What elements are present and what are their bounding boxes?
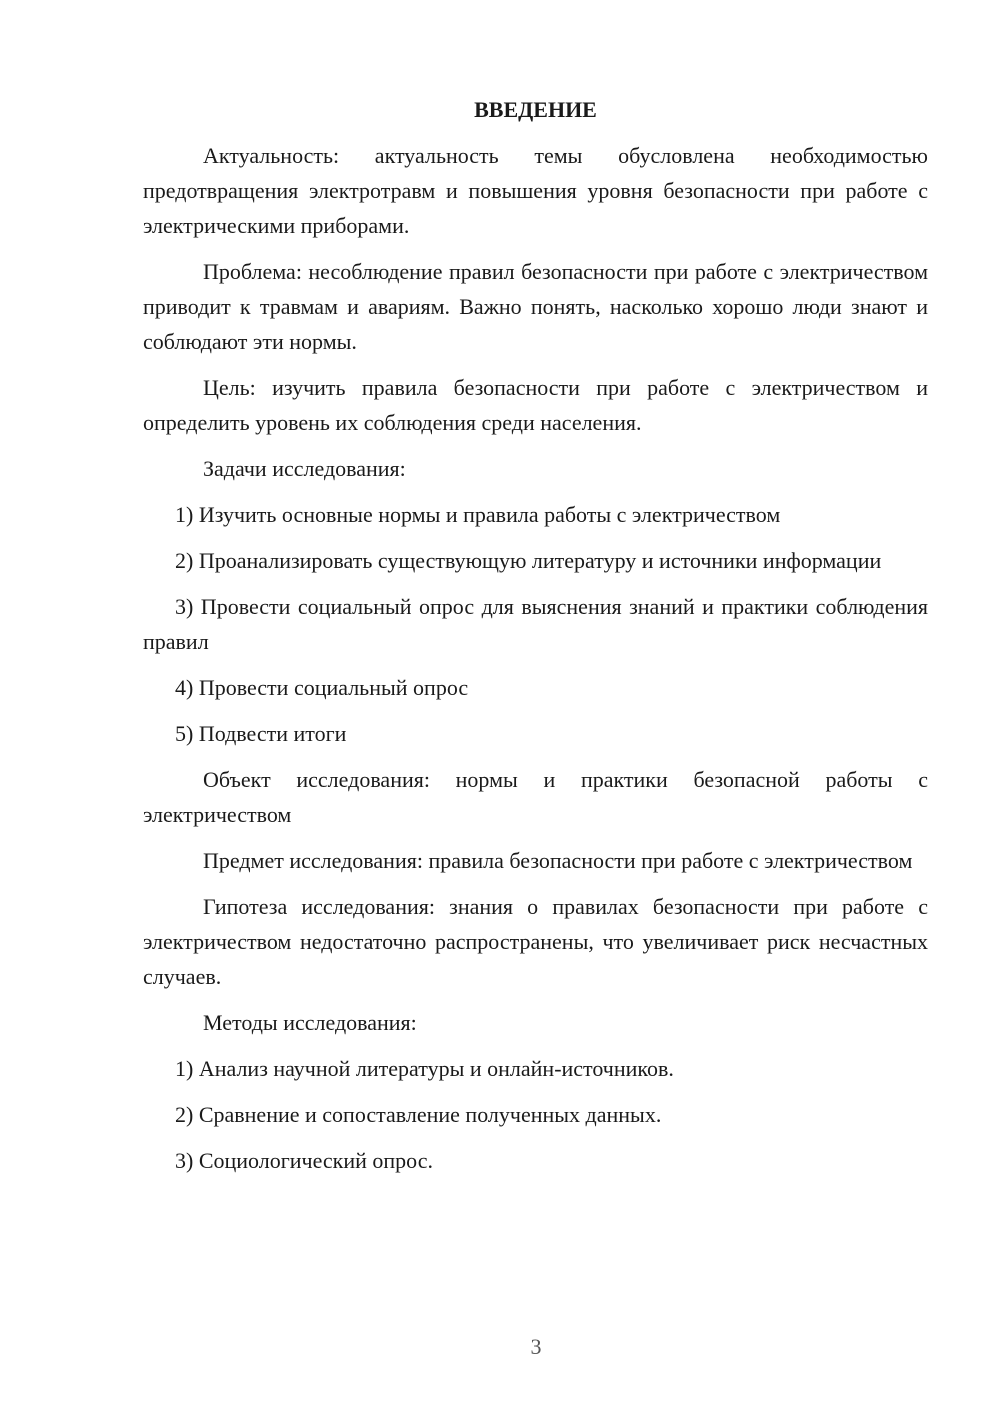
tasks-title: Задачи исследования:: [203, 456, 406, 481]
task-item: 3) Провести социальный опрос для выяснения знаний и практики соблюдения правил: [143, 594, 928, 654]
method-item: 2) Сравнение и сопоставление полученных данных.: [175, 1102, 662, 1127]
problem-paragraph: Проблема: несоблюдение правил безопасности при работе с электричеством приводит к травмам и авариям. Важно понять, насколько хорошо люди знают и соблюдают эти нормы.: [143, 259, 928, 354]
task-item: 5) Подвести итоги: [175, 721, 347, 746]
method-item: 1) Анализ научной литературы и онлайн-источников.: [175, 1056, 674, 1081]
subject-paragraph: Предмет исследования: правила безопасности при работе с электричеством: [203, 848, 913, 873]
section-heading: ВВЕДЕНИЕ: [474, 97, 597, 122]
task-item: 1) Изучить основные нормы и правила работы с электричеством: [175, 502, 781, 527]
hypothesis-paragraph: Гипотеза исследования: знания о правилах безопасности при работе с электричеством недостаточно распространены, что увеличивает риск несчастных случаев.: [143, 894, 928, 989]
page-content: [143, 92, 928, 1189]
task-item: 4) Провести социальный опрос: [175, 675, 469, 700]
object-paragraph: Объект исследования: нормы и практики безопасной работы с электричеством: [143, 767, 928, 827]
methods-title: Методы исследования:: [203, 1010, 417, 1035]
method-item: 3) Социологический опрос.: [175, 1148, 433, 1173]
page-number: 3: [530, 1334, 542, 1359]
relevance-paragraph: Актуальность: актуальность темы обусловлена необходимостью предотвращения электротравм и повышения уровня безопасности при работе с электрическими приборами.: [143, 143, 928, 238]
goal-paragraph: Цель: изучить правила безопасности при работе с электричеством и определить уровень их соблюдения среди населения.: [143, 375, 928, 435]
task-item: 2) Проанализировать существующую литературу и источники информации: [175, 548, 882, 573]
